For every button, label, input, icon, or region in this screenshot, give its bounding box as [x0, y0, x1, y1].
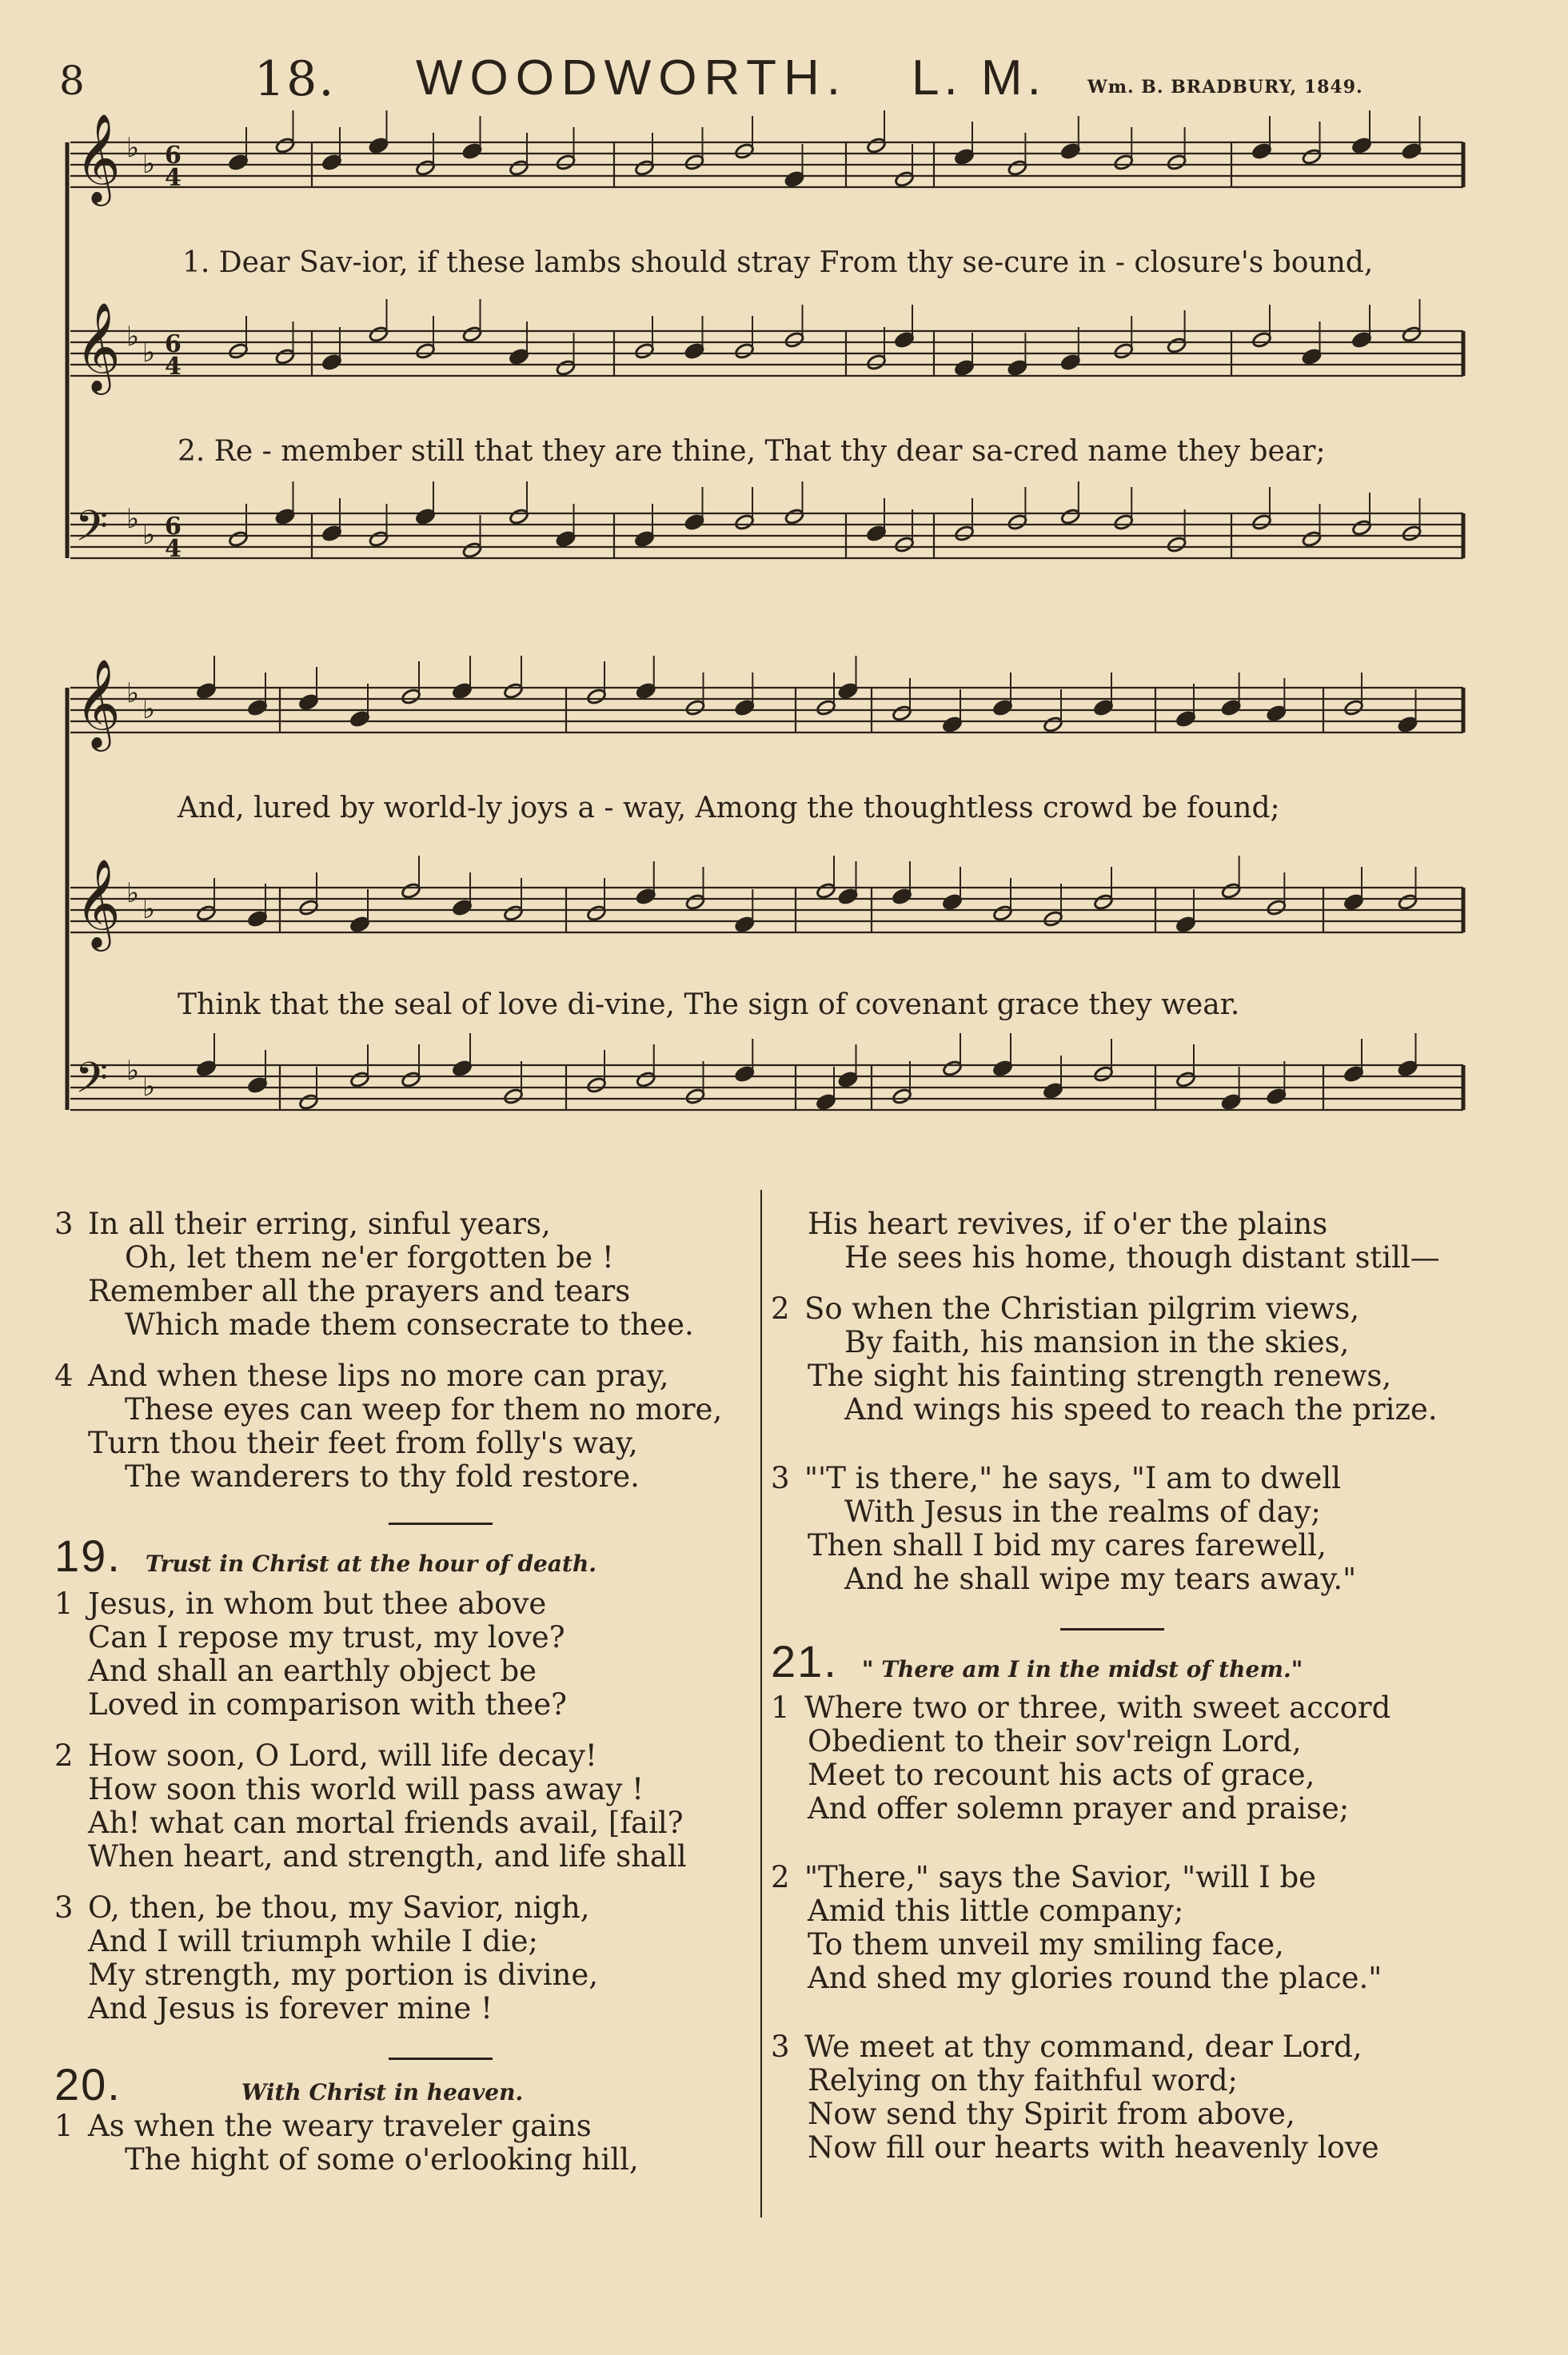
composer-credit: Wm. B. BRADBURY, 1849.	[1087, 77, 1363, 98]
flat-sign: ♭	[142, 519, 156, 551]
hymn19-verse-2	[54, 1739, 750, 1874]
flat-sign: ♭	[142, 893, 156, 925]
verse-number: 2	[771, 1291, 790, 1326]
verse-line: The sight his fainting strength renews,	[808, 1359, 1392, 1393]
verse-line: And when these lips no more can pray,	[88, 1359, 669, 1393]
hymn18-verse-3	[54, 1207, 750, 1342]
verse-line: "'T is there," he says, "I am to dwell	[804, 1461, 1342, 1495]
flat-sign: ♭	[126, 677, 140, 709]
hymn19-number: 19.	[54, 1531, 122, 1581]
verse-line: We meet at thy command, dear Lord,	[804, 2030, 1363, 2064]
divider	[389, 1523, 493, 1525]
verse-line: And I will triumph while I die;	[88, 1924, 538, 1958]
verse-line: O, then, be thou, my Savior, nigh,	[88, 1890, 590, 1925]
verse-line: Can I repose my trust, my love?	[88, 1620, 565, 1654]
left-column	[54, 1207, 750, 2177]
verse-number: 1	[771, 1690, 790, 1725]
time-signature-top: 6	[165, 142, 182, 170]
flat-sign: ♭	[142, 148, 156, 180]
hymn20-number: 20.	[54, 2059, 122, 2110]
verse-line: How soon, O Lord, will life decay!	[88, 1738, 597, 1773]
hymn-number: 18.	[254, 51, 336, 107]
verse-line: My strength, my portion is divine,	[88, 1958, 599, 1992]
hymn21-subtitle: " There am I in the midst of them."	[861, 1656, 1303, 1682]
verse-line: Now fill our hearts with heavenly love	[808, 2130, 1379, 2165]
hymn20-heading	[54, 2059, 750, 2110]
hymn21-heading	[771, 1636, 1490, 1686]
treble-clef: 𝄞	[75, 858, 121, 948]
flat-sign: ♭	[142, 693, 156, 725]
verse-line: As when the weary traveler gains	[88, 2109, 592, 2143]
verse-line: Which made them consecrate to thee.	[125, 1307, 694, 1342]
verse-line: Obedient to their sov'reign Lord,	[808, 1724, 1302, 1758]
treble-clef: 𝄞	[75, 658, 121, 748]
verse-line: Ah! what can mortal friends avail, [fail?	[88, 1806, 684, 1840]
verse-line: The hight of some o'erlooking hill,	[125, 2142, 639, 2177]
verse-line: And Jesus is forever mine !	[88, 1991, 493, 2026]
divider	[1060, 1628, 1164, 1631]
lyric-line-3: And, lured by world-ly joys a - way, Among the thoughtless crowd be found;	[178, 792, 1280, 824]
verse-number: 4	[54, 1359, 74, 1393]
hymn20-verse-2	[771, 1292, 1490, 1427]
verse-line: Now send thy Spirit from above,	[808, 2097, 1295, 2131]
bass-clef: 𝄢	[75, 502, 109, 561]
hymn18-verse-4	[54, 1359, 750, 1494]
hymn20-verse-1	[54, 2110, 750, 2177]
verse-line: These eyes can weep for them no more,	[125, 1392, 723, 1427]
flat-sign: ♭	[142, 1071, 156, 1103]
verse-line: Jesus, in whom but thee above	[88, 1587, 547, 1621]
flat-sign: ♭	[126, 321, 140, 353]
hymn19-verse-1	[54, 1587, 750, 1722]
verse-line: Amid this little company;	[808, 1894, 1184, 1928]
time-signature-bottom: 4	[165, 164, 182, 192]
tune-name: WOODWORTH.	[416, 50, 848, 106]
verse-line: And shed my glories round the place."	[808, 1961, 1382, 1995]
verse-line: By faith, his mansion in the skies,	[844, 1325, 1350, 1359]
hymn21-number: 21.	[771, 1636, 838, 1686]
hymn21-verse-2	[771, 1861, 1490, 1995]
verse-line: In all their erring, sinful years,	[88, 1207, 551, 1241]
time-signature-top: 6	[165, 330, 182, 358]
verse-line: So when the Christian pilgrim views,	[804, 1291, 1360, 1326]
verse-line: His heart revives, if o'er the plains	[808, 1207, 1328, 1241]
verse-number: 2	[771, 1860, 790, 1894]
treble-clef: 𝄞	[75, 301, 121, 391]
page-number: 8	[59, 58, 85, 104]
verse-line: Oh, let them ne'er forgotten be !	[125, 1240, 614, 1275]
divider	[389, 2058, 493, 2060]
staff-lines	[67, 142, 1463, 1110]
verse-line: Meet to recount his acts of grace,	[808, 1758, 1315, 1792]
hymn20-verse-1-continued	[771, 1207, 1490, 1275]
verse-line: With Jesus in the realms of day;	[844, 1495, 1321, 1529]
verse-number: 3	[771, 1461, 790, 1495]
verse-line: Then shall I bid my cares farewell,	[808, 1528, 1327, 1563]
column-divider	[760, 1190, 762, 2217]
verse-line: And he shall wipe my tears away."	[844, 1562, 1357, 1596]
hymn20-verse-3	[771, 1462, 1490, 1596]
verse-line: Remember all the prayers and tears	[88, 1274, 631, 1308]
right-column	[771, 1207, 1490, 2165]
flat-sign: ♭	[126, 503, 140, 535]
lyric-line-4: Think that the seal of love di-vine, The sign of covenant grace they wear.	[178, 988, 1240, 1021]
verse-line: He sees his home, though distant still—	[844, 1240, 1440, 1275]
meter: L. M.	[912, 50, 1046, 106]
hymn20-subtitle: With Christ in heaven.	[241, 2079, 524, 2106]
verse-line: To them unveil my smiling face,	[808, 1927, 1284, 1962]
verse-number: 1	[54, 1587, 74, 1621]
verse-line: When heart, and strength, and life shall	[88, 1839, 687, 1874]
time-signature-bottom: 4	[165, 353, 182, 381]
verse-line: And offer solemn prayer and praise;	[808, 1791, 1350, 1826]
verse-number: 3	[54, 1890, 74, 1925]
verse-line: How soon this world will pass away !	[88, 1772, 644, 1806]
hymn19-subtitle: Trust in Christ at the hour of death.	[145, 1551, 597, 1577]
bass-clef: 𝄢	[75, 1054, 109, 1113]
verse-line: The wanderers to thy fold restore.	[125, 1459, 640, 1494]
verse-line: Loved in comparison with thee?	[88, 1687, 568, 1722]
hymn19-heading	[54, 1531, 750, 1581]
flat-sign: ♭	[126, 877, 140, 909]
verse-number: 3	[771, 2030, 790, 2064]
time-signature-top: 6	[165, 513, 182, 541]
treble-clef: 𝄞	[75, 113, 121, 202]
clefs	[75, 113, 182, 1113]
verse-number: 1	[54, 2109, 74, 2143]
verse-line: And shall an earthly object be	[88, 1654, 537, 1688]
lyric-line-2: 2. Re - member still that they are thine, That thy dear sa-cred name they bear;	[178, 435, 1326, 468]
verse-number: 2	[54, 1738, 74, 1773]
verse-line: "There," says the Savior, "will I be	[804, 1860, 1317, 1894]
time-signature-bottom: 4	[165, 535, 182, 563]
verse-line: Relying on thy faithful word;	[808, 2063, 1239, 2098]
verse-line: Turn thou their feet from folly's way,	[88, 1426, 638, 1460]
hymn21-verse-1	[771, 1691, 1490, 1826]
hymn19-verse-3	[54, 1891, 750, 2026]
lyric-line-1: 1. Dear Sav-ior, if these lambs should stray From thy se-cure in - closure's bound,	[182, 246, 1374, 279]
flat-sign: ♭	[142, 337, 156, 369]
flat-sign: ♭	[126, 132, 140, 164]
flat-sign: ♭	[126, 1055, 140, 1087]
verse-line: And wings his speed to reach the prize.	[844, 1392, 1438, 1427]
hymn21-verse-3	[771, 2030, 1490, 2165]
verse-number: 3	[54, 1207, 74, 1241]
verse-line: Where two or three, with sweet accord	[804, 1690, 1391, 1725]
